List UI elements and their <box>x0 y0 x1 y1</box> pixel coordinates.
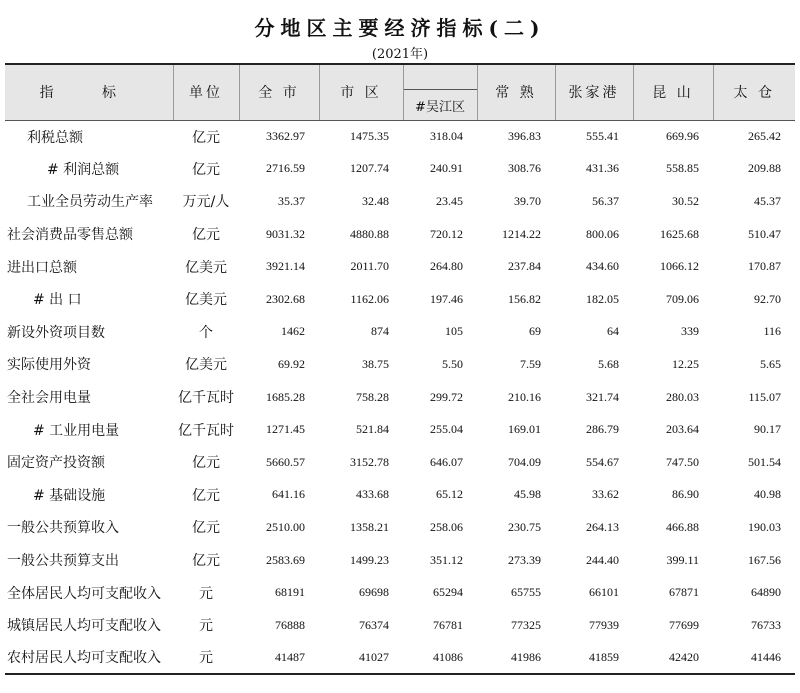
value-cell: 558.85 <box>666 161 699 176</box>
unit-cell: 亿美元 <box>185 259 227 276</box>
value-cell: 69.92 <box>278 356 305 371</box>
value-cell: 76888 <box>275 617 305 632</box>
unit-cell: 亿元 <box>192 129 220 146</box>
value-cell: 555.41 <box>586 129 619 144</box>
value-cell: 65755 <box>511 585 541 600</box>
unit-cell: 亿元 <box>192 520 220 537</box>
table-row <box>5 283 795 316</box>
table-row <box>5 609 795 642</box>
value-cell: 669.96 <box>666 129 699 144</box>
table-row <box>5 218 795 251</box>
value-cell: 69 <box>529 324 541 339</box>
value-cell: 510.47 <box>748 226 781 241</box>
value-cell: 90.17 <box>754 422 781 437</box>
value-cell: 65294 <box>433 585 463 600</box>
unit-cell: 亿美元 <box>185 292 227 309</box>
value-cell: 264.80 <box>430 259 463 274</box>
header-divider <box>404 89 477 90</box>
value-cell: 7.59 <box>520 356 541 371</box>
table-body <box>5 120 795 674</box>
value-cell: 396.83 <box>508 129 541 144</box>
table-row <box>5 381 795 414</box>
value-cell: 169.01 <box>508 422 541 437</box>
indicator-name: 固定资产投资额 <box>7 455 105 472</box>
value-cell: 3362.97 <box>266 129 305 144</box>
indicator-name: 一般公共预算支出 <box>7 553 119 570</box>
value-cell: 308.76 <box>508 161 541 176</box>
table-row <box>5 511 795 544</box>
value-cell: 41086 <box>403 642 477 675</box>
unit-cell: 元 <box>199 585 213 602</box>
value-cell: 431.36 <box>586 161 619 176</box>
table-row <box>5 348 795 381</box>
table-row <box>5 153 795 186</box>
value-cell: 77699 <box>669 617 699 632</box>
indicator-name: 社会消费品零售总额 <box>7 227 133 244</box>
value-cell: 1475.35 <box>350 129 389 144</box>
value-cell: 641.16 <box>272 487 305 502</box>
unit-cell: 亿元 <box>192 487 220 504</box>
value-cell: 1358.21 <box>350 519 389 534</box>
value-cell: 433.68 <box>356 487 389 502</box>
indicator-name: 工业全员劳动生产率 <box>27 194 153 211</box>
table-header-row <box>5 64 795 120</box>
value-cell: 321.74 <box>586 389 619 404</box>
value-cell: 351.12 <box>430 552 463 567</box>
unit-cell: 亿元 <box>192 553 220 570</box>
header-wujiang-label: #吴江区 <box>415 100 465 115</box>
indicator-name: 一般公共预算收入 <box>7 520 119 537</box>
value-cell: 39.70 <box>514 193 541 208</box>
value-cell: 5.50 <box>442 356 463 371</box>
value-cell: 65.12 <box>436 487 463 502</box>
header-city-total: 全 市 <box>239 64 319 120</box>
value-cell: 92.70 <box>754 291 781 306</box>
value-cell: 41986 <box>477 642 555 675</box>
value-cell: 554.67 <box>586 454 619 469</box>
unit-cell: 亿千瓦时 <box>178 422 234 439</box>
unit-cell: 亿千瓦时 <box>178 390 234 407</box>
value-cell: 41027 <box>319 642 403 675</box>
value-cell: 5.65 <box>760 356 781 371</box>
table-row <box>5 185 795 218</box>
page-title: 分地区主要经济指标(二) <box>254 16 546 40</box>
value-cell: 30.52 <box>672 193 699 208</box>
value-cell: 210.16 <box>508 389 541 404</box>
value-cell: 64 <box>607 324 619 339</box>
value-cell: 286.79 <box>586 422 619 437</box>
value-cell: 69698 <box>359 585 389 600</box>
unit-cell: 亿元 <box>192 227 220 244</box>
value-cell: 709.06 <box>666 291 699 306</box>
value-cell: 23.45 <box>436 193 463 208</box>
value-cell: 521.84 <box>356 422 389 437</box>
value-cell: 1207.74 <box>350 161 389 176</box>
unit-cell: 元 <box>173 642 239 675</box>
value-cell: 5.68 <box>598 356 619 371</box>
economic-indicators-table <box>5 63 795 675</box>
value-cell: 1214.22 <box>502 226 541 241</box>
unit-cell: 亿美元 <box>185 357 227 374</box>
value-cell: 1066.12 <box>660 259 699 274</box>
indicator-name: 全社会用电量 <box>7 390 91 407</box>
value-cell: 255.04 <box>430 422 463 437</box>
value-cell: 874 <box>371 324 389 339</box>
value-cell: 240.91 <box>430 161 463 176</box>
value-cell: 35.37 <box>278 193 305 208</box>
table-row <box>5 642 795 675</box>
indicator-name: 城镇居民人均可支配收入 <box>7 618 161 635</box>
value-cell: 5660.57 <box>266 454 305 469</box>
value-cell: 265.42 <box>748 129 781 144</box>
header-taicang: 太 仓 <box>713 64 795 120</box>
value-cell: 800.06 <box>586 226 619 241</box>
unit-cell: 个 <box>199 324 213 341</box>
value-cell: 1271.45 <box>266 422 305 437</box>
value-cell: 32.48 <box>362 193 389 208</box>
table-row <box>5 413 795 446</box>
value-cell: 56.37 <box>592 193 619 208</box>
header-zhangjiagang: 张家港 <box>555 64 633 120</box>
table-row <box>5 544 795 577</box>
value-cell: 2716.59 <box>266 161 305 176</box>
table-row <box>5 576 795 609</box>
header-urban: 市 区 <box>319 64 403 120</box>
value-cell: 339 <box>681 324 699 339</box>
value-cell: 237.84 <box>508 259 541 274</box>
value-cell: 45.98 <box>514 487 541 502</box>
table-row <box>5 120 795 153</box>
value-cell: 1162.06 <box>350 291 389 306</box>
indicator-name: 新设外资项目数 <box>7 324 105 341</box>
header-changshu: 常 熟 <box>477 64 555 120</box>
value-cell: 182.05 <box>586 291 619 306</box>
value-cell: 1499.23 <box>350 552 389 567</box>
value-cell: 758.28 <box>356 389 389 404</box>
value-cell: 747.50 <box>666 454 699 469</box>
value-cell: 4880.88 <box>350 226 389 241</box>
value-cell: 86.90 <box>672 487 699 502</box>
value-cell: 33.62 <box>592 487 619 502</box>
table-row <box>5 479 795 512</box>
value-cell: 190.03 <box>748 519 781 534</box>
value-cell: 42420 <box>633 642 713 675</box>
value-cell: 38.75 <box>362 356 389 371</box>
value-cell: 209.88 <box>748 161 781 176</box>
value-cell: 68191 <box>275 585 305 600</box>
unit-cell: 亿元 <box>192 161 220 178</box>
header-kunshan: 昆 山 <box>633 64 713 120</box>
unit-cell: 亿元 <box>192 455 220 472</box>
value-cell: 67871 <box>669 585 699 600</box>
value-cell: 9031.32 <box>266 226 305 241</box>
value-cell: 434.60 <box>586 259 619 274</box>
table-row <box>5 446 795 479</box>
indicator-name: 农村居民人均可支配收入 <box>5 642 173 675</box>
value-cell: 501.54 <box>748 454 781 469</box>
value-cell: 280.03 <box>666 389 699 404</box>
value-cell: 230.75 <box>508 519 541 534</box>
value-cell: 76374 <box>359 617 389 632</box>
table-row <box>5 316 795 349</box>
value-cell: 299.72 <box>430 389 463 404</box>
value-cell: 76733 <box>751 617 781 632</box>
value-cell: 2302.68 <box>266 291 305 306</box>
value-cell: 646.07 <box>430 454 463 469</box>
value-cell: 399.11 <box>666 552 699 567</box>
value-cell: 41446 <box>713 642 795 675</box>
value-cell: 258.06 <box>430 519 463 534</box>
value-cell: 2011.70 <box>350 259 389 274</box>
value-cell: 244.40 <box>586 552 619 567</box>
indicator-name: # 利润总额 <box>47 161 120 178</box>
indicator-name: 进出口总额 <box>7 259 77 276</box>
value-cell: 704.09 <box>508 454 541 469</box>
value-cell: 45.37 <box>754 193 781 208</box>
header-unit: 单位 <box>173 64 239 120</box>
value-cell: 116 <box>763 324 781 339</box>
value-cell: 167.56 <box>748 552 781 567</box>
indicator-name: # 工业用电量 <box>33 422 120 439</box>
value-cell: 77325 <box>511 617 541 632</box>
value-cell: 466.88 <box>666 519 699 534</box>
value-cell: 318.04 <box>430 129 463 144</box>
value-cell: 77939 <box>589 617 619 632</box>
value-cell: 2510.00 <box>266 519 305 534</box>
value-cell: 156.82 <box>508 291 541 306</box>
value-cell: 41859 <box>555 642 633 675</box>
unit-cell: 万元/人 <box>182 194 230 211</box>
value-cell: 203.64 <box>666 422 699 437</box>
value-cell: 197.46 <box>430 291 463 306</box>
value-cell: 1462 <box>281 324 305 339</box>
value-cell: 170.87 <box>748 259 781 274</box>
indicator-name: # 基础设施 <box>33 487 106 504</box>
value-cell: 720.12 <box>430 226 463 241</box>
value-cell: 3152.78 <box>350 454 389 469</box>
header-indicator: 指 标 <box>5 64 173 120</box>
indicator-name: 实际使用外资 <box>7 357 91 374</box>
value-cell: 105 <box>445 324 463 339</box>
indicator-name: 利税总额 <box>27 129 83 146</box>
unit-cell: 元 <box>199 618 213 635</box>
indicator-name: 全体居民人均可支配收入 <box>7 585 161 602</box>
indicator-name: # 出 口 <box>33 292 82 309</box>
value-cell: 1685.28 <box>266 389 305 404</box>
value-cell: 115.07 <box>748 389 781 404</box>
value-cell: 40.98 <box>754 487 781 502</box>
value-cell: 64890 <box>751 585 781 600</box>
table-row <box>5 250 795 283</box>
year-subtitle: (2021年) <box>371 47 429 62</box>
value-cell: 264.13 <box>586 519 619 534</box>
value-cell: 1625.68 <box>660 226 699 241</box>
value-cell: 41487 <box>239 642 319 675</box>
value-cell: 273.39 <box>508 552 541 567</box>
value-cell: 2583.69 <box>266 552 305 567</box>
value-cell: 76781 <box>433 617 463 632</box>
value-cell: 12.25 <box>672 356 699 371</box>
value-cell: 3921.14 <box>266 259 305 274</box>
header-wujiang <box>403 64 477 120</box>
value-cell: 66101 <box>589 585 619 600</box>
